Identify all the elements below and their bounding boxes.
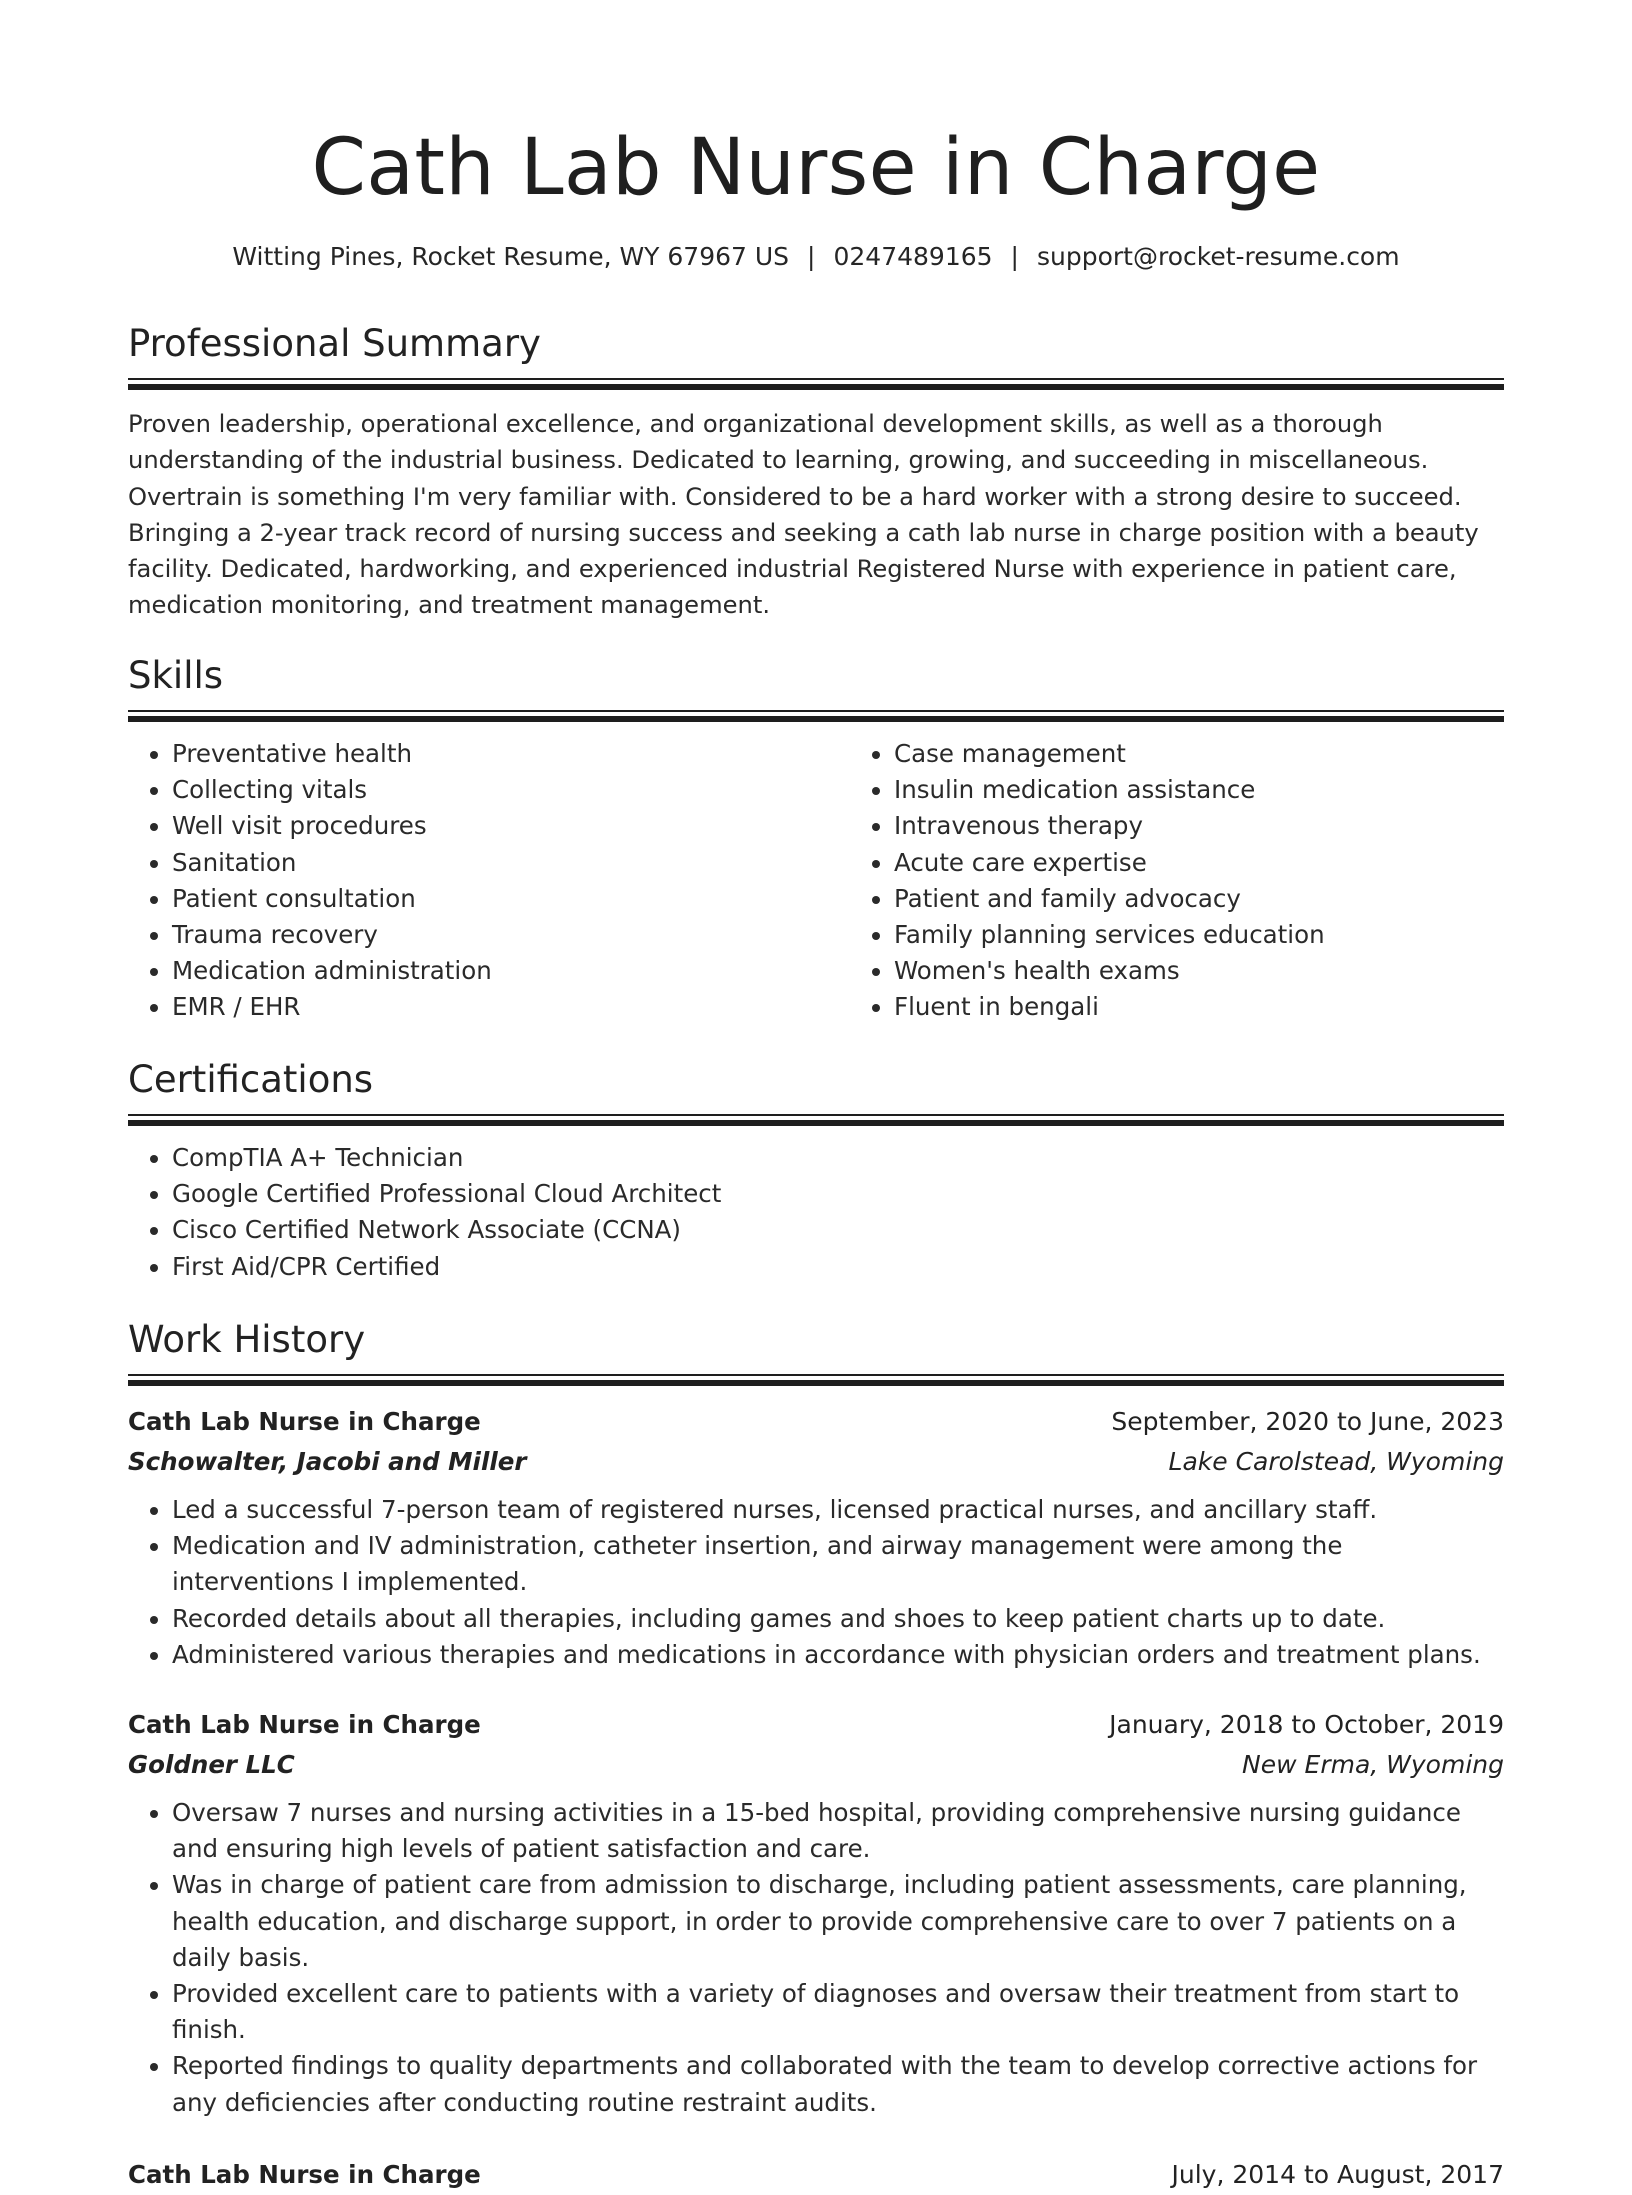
job-company: Schowalter, Jacobi and Miller (128, 1447, 527, 1476)
certifications-list (128, 1140, 1504, 1285)
contact-separator: | (807, 242, 816, 271)
job-entry (128, 1402, 1504, 1673)
skills-list-left (128, 736, 850, 1026)
skills-section (128, 652, 1504, 1026)
job-location: Lake Carolstead, Wyoming (1168, 1447, 1504, 1476)
section-divider (128, 1374, 1504, 1386)
skill-item: • Collecting vitals (172, 772, 850, 808)
skill-item: • Trauma recovery (172, 917, 850, 953)
skill-item: • Case management (894, 736, 1572, 772)
job-dates: September, 2020 to June, 2023 (1111, 1407, 1504, 1436)
skills-grid (128, 736, 1504, 1026)
skill-item: • Preventative health (172, 736, 850, 772)
skill-item: • Fluent in bengali (894, 989, 1572, 1025)
job-bullets (128, 1795, 1504, 2121)
job-title: Cath Lab Nurse in Charge (128, 2159, 481, 2189)
section-divider (128, 378, 1504, 390)
job-header-row (128, 2155, 1504, 2195)
contact-email: support@rocket-resume.com (1036, 242, 1400, 271)
skills-list-right (850, 736, 1572, 1026)
skill-item: • Patient consultation (172, 881, 850, 917)
skill-item: • Family planning services education (894, 917, 1572, 953)
job-bullet: • Reported findings to quality departments and collaborated with the team to develop corrective actions for any deficiencies after conducting routine restraint audits. (172, 2048, 1504, 2120)
contact-line (128, 237, 1504, 277)
skill-item: • Medication administration (172, 953, 850, 989)
section-heading-work-history: Work History (128, 1318, 366, 1361)
contact-phone: 0247489165 (833, 242, 993, 271)
job-company-row (128, 1442, 1504, 1482)
job-location: New Erma, Wyoming (1242, 1750, 1504, 1780)
job-bullet: • Oversaw 7 nurses and nursing activities in a 15-bed hospital, providing comprehensive nursing guidance and ensuring high levels of patient satisfaction and care. (172, 1795, 1504, 1867)
section-divider (128, 710, 1504, 722)
job-dates: January, 2018 to October, 2019 (1109, 1710, 1504, 1740)
contact-address: Witting Pines, Rocket Resume, WY 67967 US (232, 242, 790, 271)
summary-text: Proven leadership, operational excellence, and organizational development skills, as well as a thorough understanding of the industrial business. Dedicated to learning, growing, and succeeding in miscellaneous. Overtrain is something I'm very familiar with. Considered to be a hard worker with a strong desire to succeed. Bringing a 2-year track record of nursing success and seeking a cath lab nurse in charge position with a beauty facility. Dedicated, hardworking, and experienced industrial Registered Nurse with experience in patient care, medication monitoring, and treatment management. (128, 410, 1479, 620)
job-bullet: • Medication and IV administration, catheter insertion, and airway management were among the interventions I implemented. (172, 1528, 1504, 1600)
job-title: Cath Lab Nurse in Charge (128, 1710, 481, 1740)
job-entry (128, 1705, 1504, 2121)
section-divider (128, 1114, 1504, 1126)
section-heading-certifications: Certifications (128, 1058, 374, 1101)
section-heading-skills: Skills (128, 654, 224, 697)
job-header-row (128, 1705, 1504, 1745)
certification-item: • Cisco Certified Network Associate (CCNA) (172, 1212, 1504, 1248)
summary-section (128, 320, 1504, 624)
resume-name: Cath Lab Nurse in Charge (311, 123, 1321, 213)
job-entry (128, 2155, 1504, 2195)
job-dates: July, 2014 to August, 2017 (1171, 2159, 1504, 2189)
certification-item: • CompTIA A+ Technician (172, 1140, 1504, 1176)
job-bullet: • Recorded details about all therapies, including games and shoes to keep patient charts up to date. (172, 1601, 1504, 1637)
skill-item: • Patient and family advocacy (894, 881, 1572, 917)
work-history-section (128, 1316, 1504, 2195)
job-title: Cath Lab Nurse in Charge (128, 1407, 481, 1436)
certifications-section (128, 1056, 1504, 1285)
job-header-row (128, 1402, 1504, 1442)
job-bullet: • Provided excellent care to patients with a variety of diagnoses and oversaw their treatment from start to finish. (172, 1976, 1504, 2048)
section-heading-summary: Professional Summary (128, 322, 541, 365)
job-bullet: • Administered various therapies and medications in accordance with physician orders and treatment plans. (172, 1637, 1504, 1673)
job-bullet: • Led a successful 7-person team of registered nurses, licensed practical nurses, and ancillary staff. (172, 1492, 1504, 1528)
job-company: Goldner LLC (128, 1750, 295, 1780)
skill-item: • Sanitation (172, 845, 850, 881)
certification-item: • First Aid/CPR Certified (172, 1249, 1504, 1285)
job-company-row (128, 1745, 1504, 1785)
skill-item: • EMR / EHR (172, 989, 850, 1025)
certification-item: • Google Certified Professional Cloud Architect (172, 1176, 1504, 1212)
skill-item: • Well visit procedures (172, 808, 850, 844)
skill-item: • Insulin medication assistance (894, 772, 1572, 808)
job-bullets (128, 1492, 1504, 1673)
skill-item: • Intravenous therapy (894, 808, 1572, 844)
skill-item: • Women's health exams (894, 953, 1572, 989)
contact-separator: | (1010, 242, 1019, 271)
skill-item: • Acute care expertise (894, 845, 1572, 881)
job-bullet: • Was in charge of patient care from admission to discharge, including patient assessments, care planning, health education, and discharge support, in order to provide comprehensive care to over 7 patients on a daily basis. (172, 1867, 1504, 1976)
